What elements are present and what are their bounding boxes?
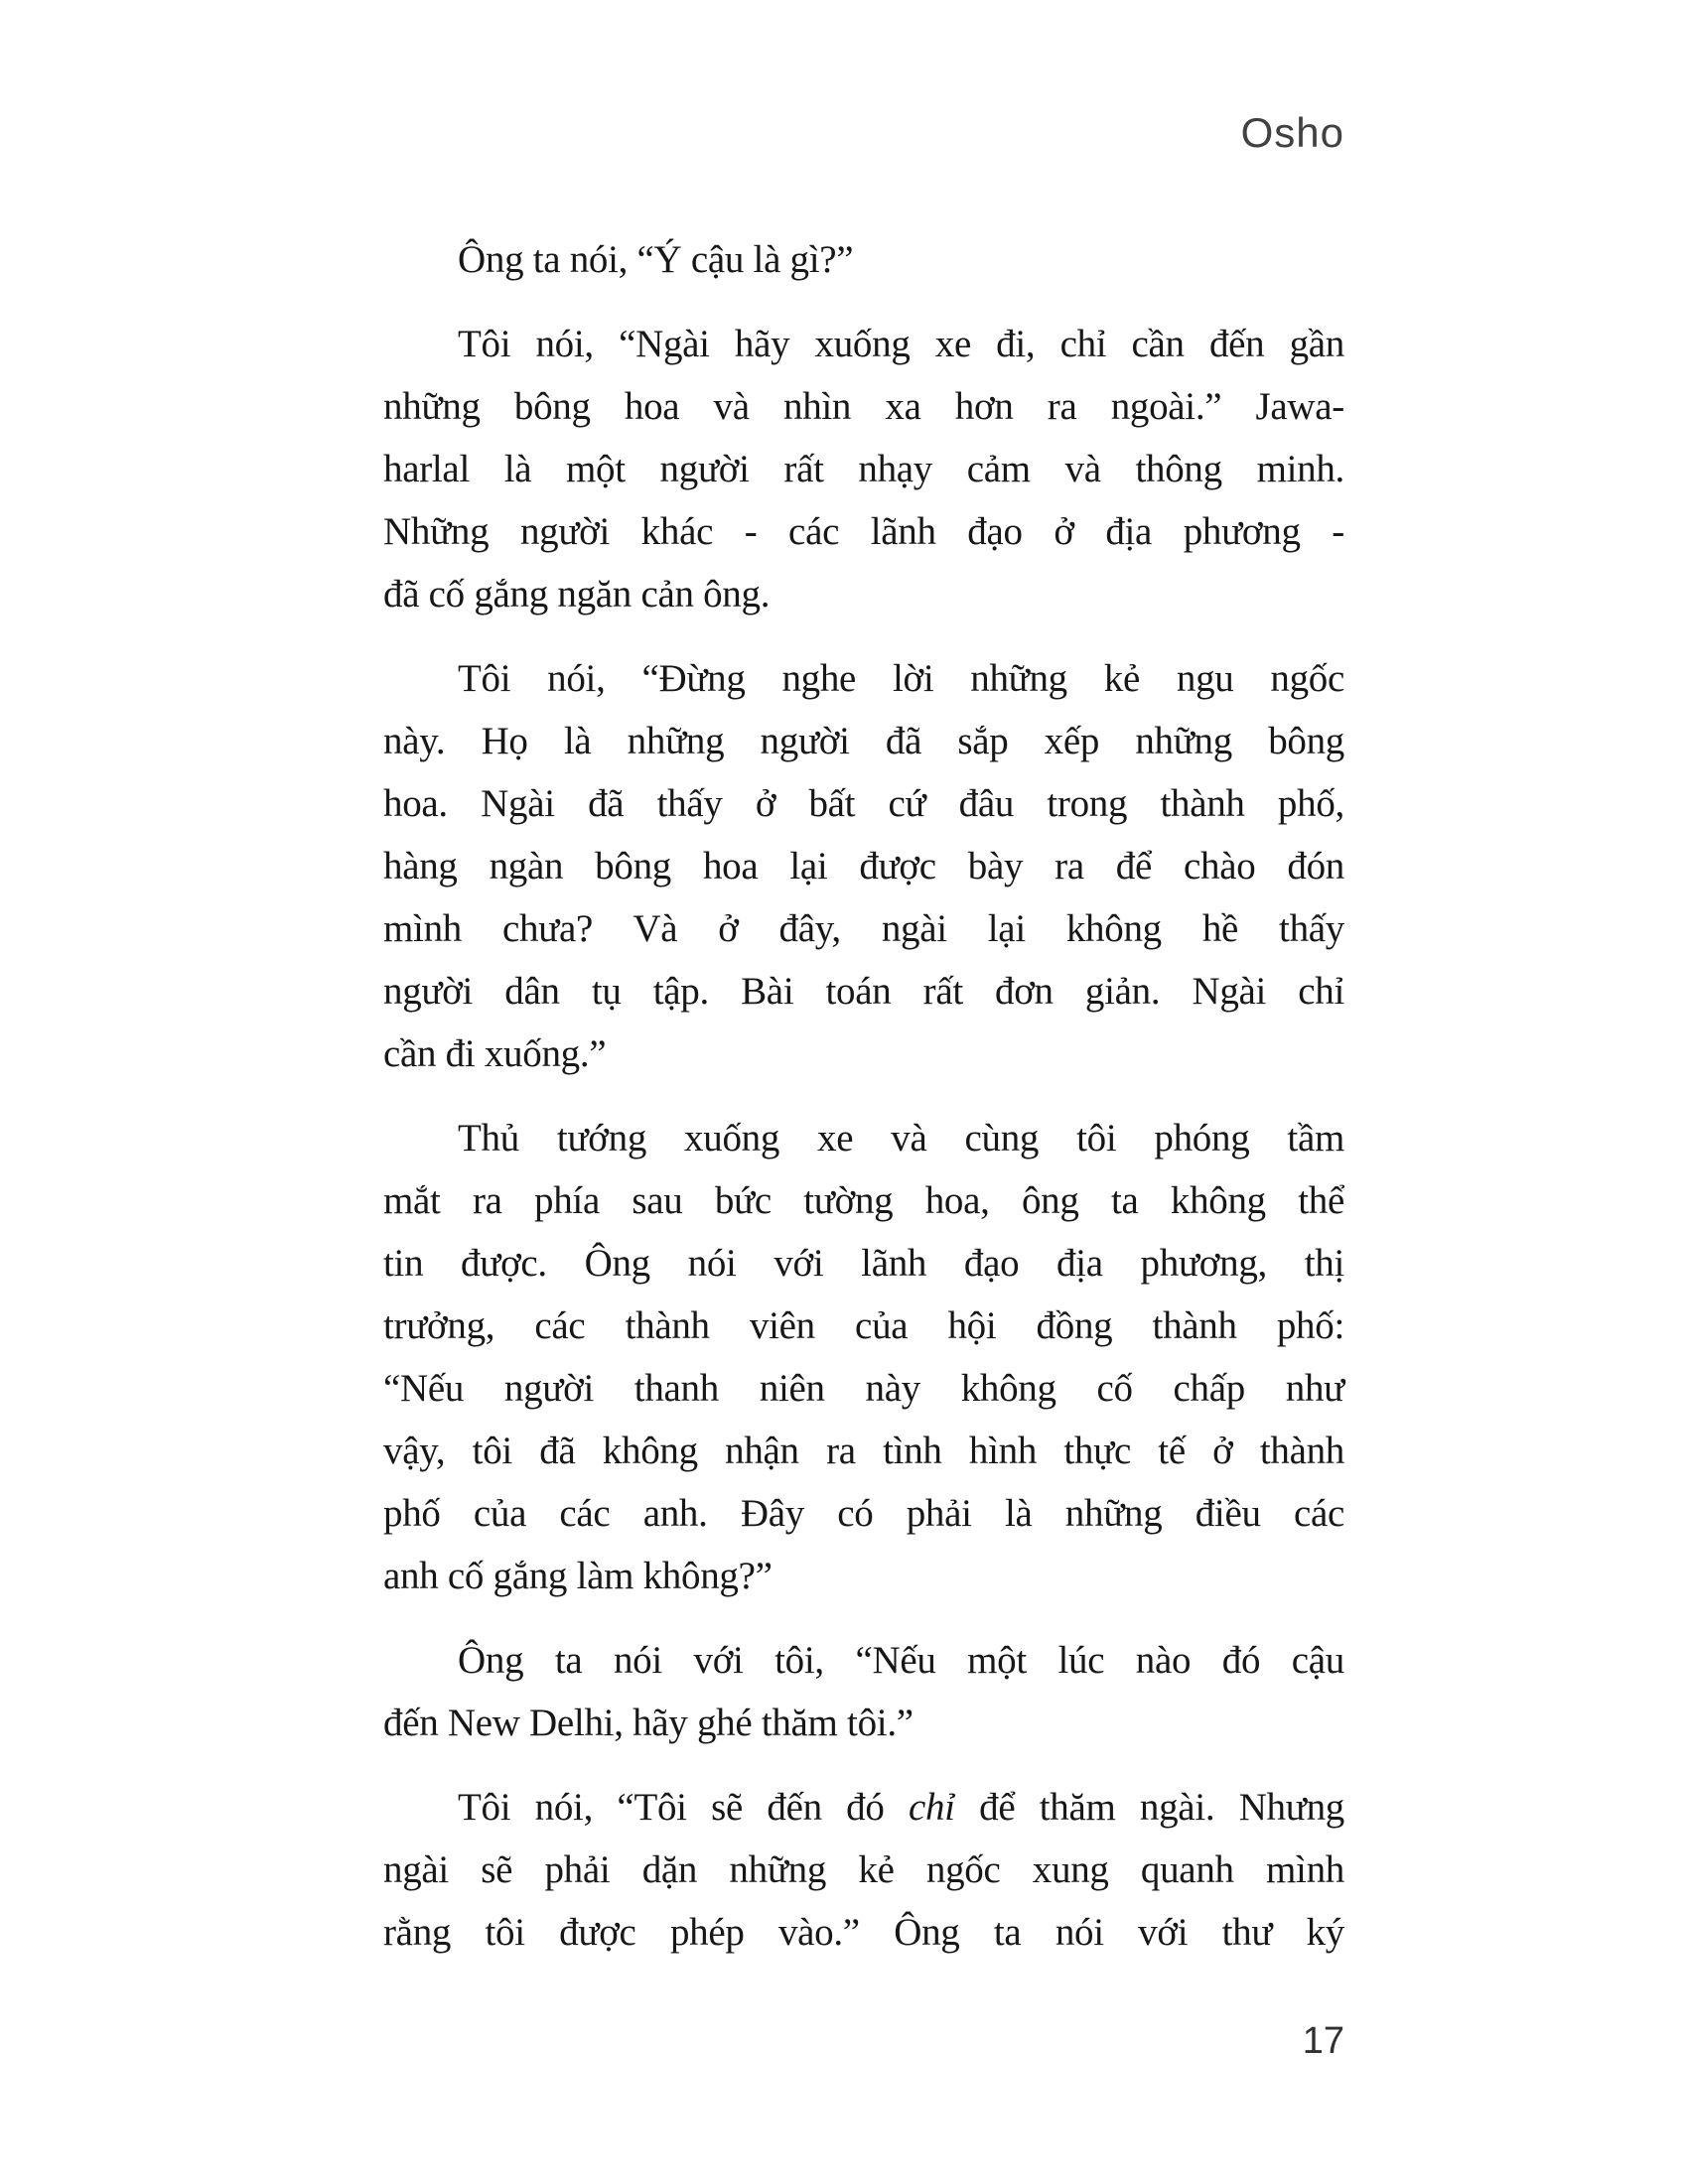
page-number: 17 [1302, 2020, 1344, 2062]
body-text [383, 228, 1344, 1964]
text-segment: Tôi nói, “Tôi sẽ đến đó [458, 1786, 909, 1829]
text-line: Thủ tướng xuống xe và cùng tôi phóng tầm [458, 1117, 1344, 1160]
text-line: Tôi nói, “Đừng nghe lời những kẻ ngu ngốc [458, 657, 1344, 700]
text-line: tin được. Ông nói với lãnh đạo địa phương, thị [383, 1242, 1344, 1285]
text-line: những bông hoa và nhìn xa hơn ra ngoài.” Jawa- [383, 385, 1344, 428]
text-line: anh cố gắng làm không?” [383, 1555, 773, 1597]
text-line: “Nếu người thanh niên này không cố chấp như [383, 1367, 1344, 1410]
text-line: Ông ta nói với tôi, “Nếu một lúc nào đó cậu [458, 1639, 1344, 1682]
text-line: ngài sẽ phải dặn những kẻ ngốc xung quanh mình [383, 1848, 1344, 1891]
italic-word: chỉ [908, 1786, 955, 1829]
text-line: mắt ra phía sau bức tường hoa, ông ta không thể [383, 1179, 1344, 1222]
text-line: đã cố gắng ngăn cản ông. [383, 573, 771, 615]
paragraph [383, 1776, 1344, 1964]
text-line: cần đi xuống.” [383, 1032, 607, 1075]
text-segment: để thăm ngài. Nhưng [954, 1786, 1344, 1829]
paragraph [383, 228, 1344, 291]
text-line: Ông ta nói, “Ý cậu là gì?” [458, 238, 854, 281]
text-line [383, 1776, 1344, 1839]
text-line: vậy, tôi đã không nhận ra tình hình thực tế ở thành [383, 1430, 1344, 1472]
text-line: đến New Delhi, hãy ghé thăm tôi.” [383, 1702, 914, 1744]
text-line: trưởng, các thành viên của hội đồng thành phố: [383, 1304, 1344, 1347]
text-line: này. Họ là những người đã sắp xếp những bông [383, 720, 1344, 762]
paragraph [383, 1629, 1344, 1754]
text-line: Tôi nói, “Ngài hãy xuống xe đi, chỉ cần đến gần [458, 323, 1344, 365]
text-line: mình chưa? Và ở đây, ngài lại không hề thấy [383, 907, 1344, 950]
text-line: người dân tụ tập. Bài toán rất đơn giản. Ngài chỉ [383, 970, 1344, 1013]
paragraph [383, 647, 1344, 1085]
text-line: harlal là một người rất nhạy cảm và thông minh. [383, 448, 1344, 490]
paragraph [383, 1107, 1344, 1607]
paragraph [383, 313, 1344, 625]
text-line: phố của các anh. Đây có phải là những điều các [383, 1492, 1344, 1535]
text-line: hàng ngàn bông hoa lại được bày ra để chào đón [383, 845, 1344, 887]
text-line: Những người khác - các lãnh đạo ở địa phương - [383, 510, 1344, 553]
text-line: rằng tôi được phép vào.” Ông ta nói với thư ký [383, 1911, 1344, 1954]
text-line: hoa. Ngài đã thấy ở bất cứ đâu trong thành phố, [383, 782, 1344, 825]
running-header: Osho [1240, 109, 1344, 156]
